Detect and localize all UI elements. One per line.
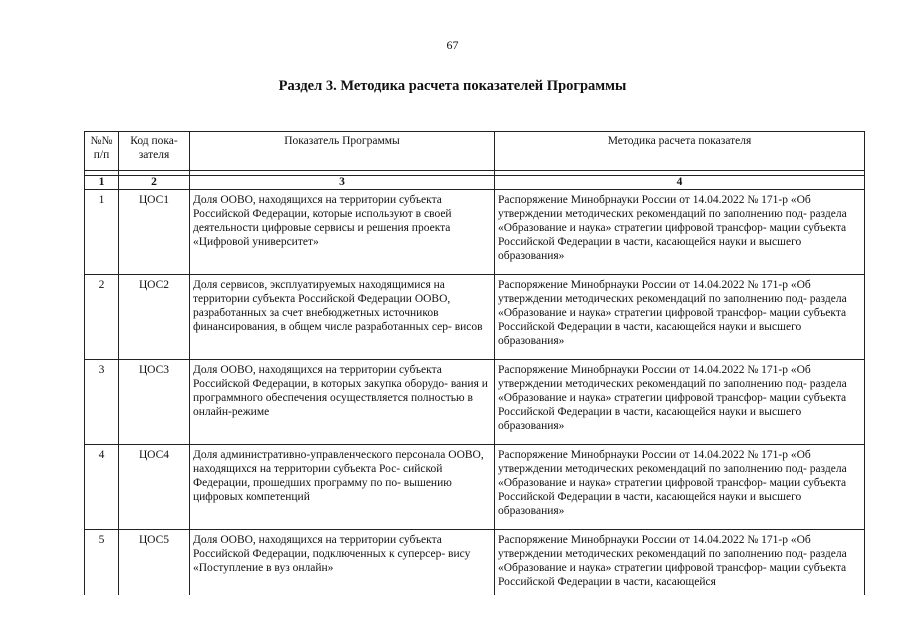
table-row <box>85 275 865 360</box>
table-row <box>85 530 865 596</box>
row-code: ЦОС4 <box>119 445 190 530</box>
row-num: 2 <box>85 275 119 360</box>
column-number-row <box>85 176 865 190</box>
row-method: Распоряжение Минобрнауки России от 14.04.2022 № 171-р «Об утверждении методических рекомендаций по заполнению под- раздела «Образование и наука» стратегии цифровой трансфор- мации субъекта Российской Федерации в части, касающейся науки и высшего образования» <box>495 275 865 360</box>
column-number: 1 <box>85 176 119 190</box>
column-number: 2 <box>119 176 190 190</box>
table-row <box>85 360 865 445</box>
column-number: 3 <box>190 176 495 190</box>
table-row <box>85 190 865 275</box>
row-method: Распоряжение Минобрнауки России от 14.04.2022 № 171-р «Об утверждении методических рекомендаций по заполнению под- раздела «Образование и наука» стратегии цифровой трансфор- мации субъекта Российской Федерации в части, касающейся науки и высшего образования» <box>495 360 865 445</box>
row-indicator: Доля сервисов, эксплуатируемых находящимися на территории субъекта Российской Федерации ООВО, разработанных за счет внебюджетных источников финансирования, в общем числе разработанных сер- висов <box>190 275 495 360</box>
row-indicator: Доля административно-управленческого персонала ООВО, находящихся на территории субъекта Рос- сийской Федерации, прошедших программу по по- вышению цифровых компетенций <box>190 445 495 530</box>
row-num: 4 <box>85 445 119 530</box>
header-indicator: Показатель Программы <box>190 132 495 171</box>
row-code: ЦОС3 <box>119 360 190 445</box>
header-method: Методика расчета показателя <box>495 132 865 171</box>
column-number: 4 <box>495 176 865 190</box>
row-num: 5 <box>85 530 119 596</box>
page-number: 67 <box>446 38 459 52</box>
row-method: Распоряжение Минобрнауки России от 14.04.2022 № 171-р «Об утверждении методических рекомендаций по заполнению под- раздела «Образование и наука» стратегии цифровой трансфор- мации субъекта Российской Федерации в части, касающейся науки и высшего образования» <box>495 445 865 530</box>
header-num: №№ п/п <box>85 132 119 171</box>
indicators-table <box>84 131 865 595</box>
row-code: ЦОС2 <box>119 275 190 360</box>
row-code: ЦОС5 <box>119 530 190 596</box>
section-title: Раздел 3. Методика расчета показателей Программы <box>278 78 627 94</box>
row-indicator: Доля ООВО, находящихся на территории субъекта Российской Федерации, подключенных к суперсер- вису «Поступление в вуз онлайн» <box>190 530 495 596</box>
row-indicator: Доля ООВО, находящихся на территории субъекта Российской Федерации, которые используют в своей деятельности цифровые сервисы и решения проекта «Цифровой университет» <box>190 190 495 275</box>
row-method: Распоряжение Минобрнауки России от 14.04.2022 № 171-р «Об утверждении методических рекомендаций по заполнению под- раздела «Образование и наука» стратегии цифровой трансфор- мации субъекта Российской Федерации в части, касающейся <box>495 530 865 596</box>
header-row <box>85 132 865 171</box>
row-indicator: Доля ООВО, находящихся на территории субъекта Российской Федерации, в которых закупка оборудо- вания и программного обеспечения осуществляется полностью в онлайн-режиме <box>190 360 495 445</box>
row-method: Распоряжение Минобрнауки России от 14.04.2022 № 171-р «Об утверждении методических рекомендаций по заполнению под- раздела «Образование и наука» стратегии цифровой трансфор- мации субъекта Российской Федерации в части, касающейся науки и высшего образования» <box>495 190 865 275</box>
table-row <box>85 445 865 530</box>
row-num: 3 <box>85 360 119 445</box>
header-code: Код пока- зателя <box>119 132 190 171</box>
row-code: ЦОС1 <box>119 190 190 275</box>
row-num: 1 <box>85 190 119 275</box>
